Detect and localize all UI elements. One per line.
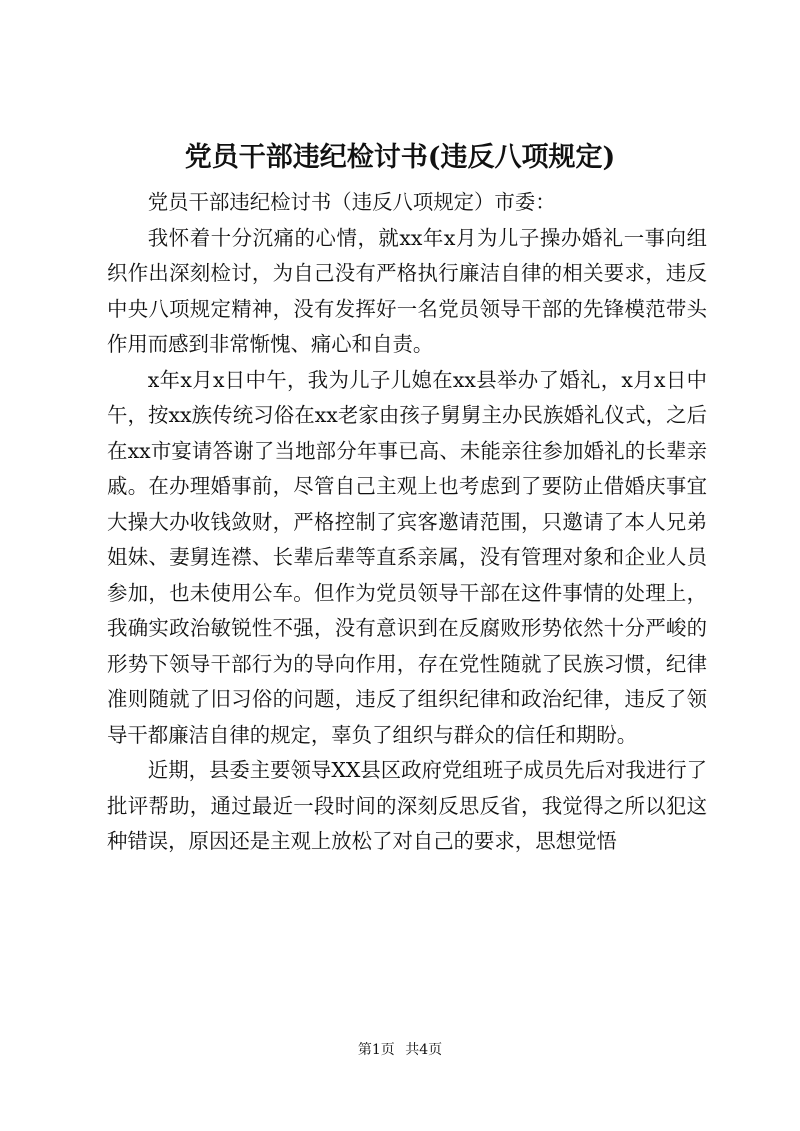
body-paragraph: 我怀着十分沉痛的心情，就xx年x月为儿子操办婚礼一事向组织作出深刻检讨，为自己没有严格执行廉洁自律的相关要求，违反中央八项规定精神，没有发挥好一名党员领导干部的先锋模范带头作用而感到非常惭愧、痛心和自责。: [107, 225, 707, 356]
page-total: 共4页: [405, 1042, 443, 1058]
page-footer: [0, 1040, 800, 1060]
body-paragraph: x年x月x日中午，我为儿子儿媳在xx县举办了婚礼，x月x日中午，按xx族传统习俗在xx老家由孩子舅舅主办民族婚礼仪式，之后在xx市宴请答谢了当地部分年事已高、未能亲往参加婚礼的长辈亲戚。在办理婚事前，尽管自己主观上也考虑到了要防止借婚庆事宜大操大办收钱敛财，严格控制了宾客邀请范围，只邀请了本人兄弟姐妹、妻舅连襟、长辈后辈等直系亲属，没有管理对象和企业人员参加，也未使用公车。但作为党员领导干部在这件事情的处理上，我确实政治敏锐性不强，没有意识到在反腐败形势依然十分严峻的形势下领导干部行为的导向作用，存在党性随就了民族习惯，纪律准则随就了旧习俗的问题，违反了组织纪律和政治纪律，违反了领导干都廉洁自律的规定，辜负了组织与群众的信任和期盼。: [107, 367, 707, 747]
salutation-paragraph: 党员干部违纪检讨书（违反八项规定）市委：: [147, 190, 556, 214]
document-body: [107, 185, 707, 860]
document-title: 党员干部违纪检讨书(违反八项规定): [184, 142, 616, 173]
page-number: 第1页: [357, 1042, 395, 1058]
body-paragraph: 近期，县委主要领导XX县区政府党组班子成员先后对我进行了批评帮助，通过最近一段时间的深刻反思反省，我觉得之所以犯这种错误，原因还是主观上放松了对自己的要求，思想觉悟: [107, 758, 707, 853]
